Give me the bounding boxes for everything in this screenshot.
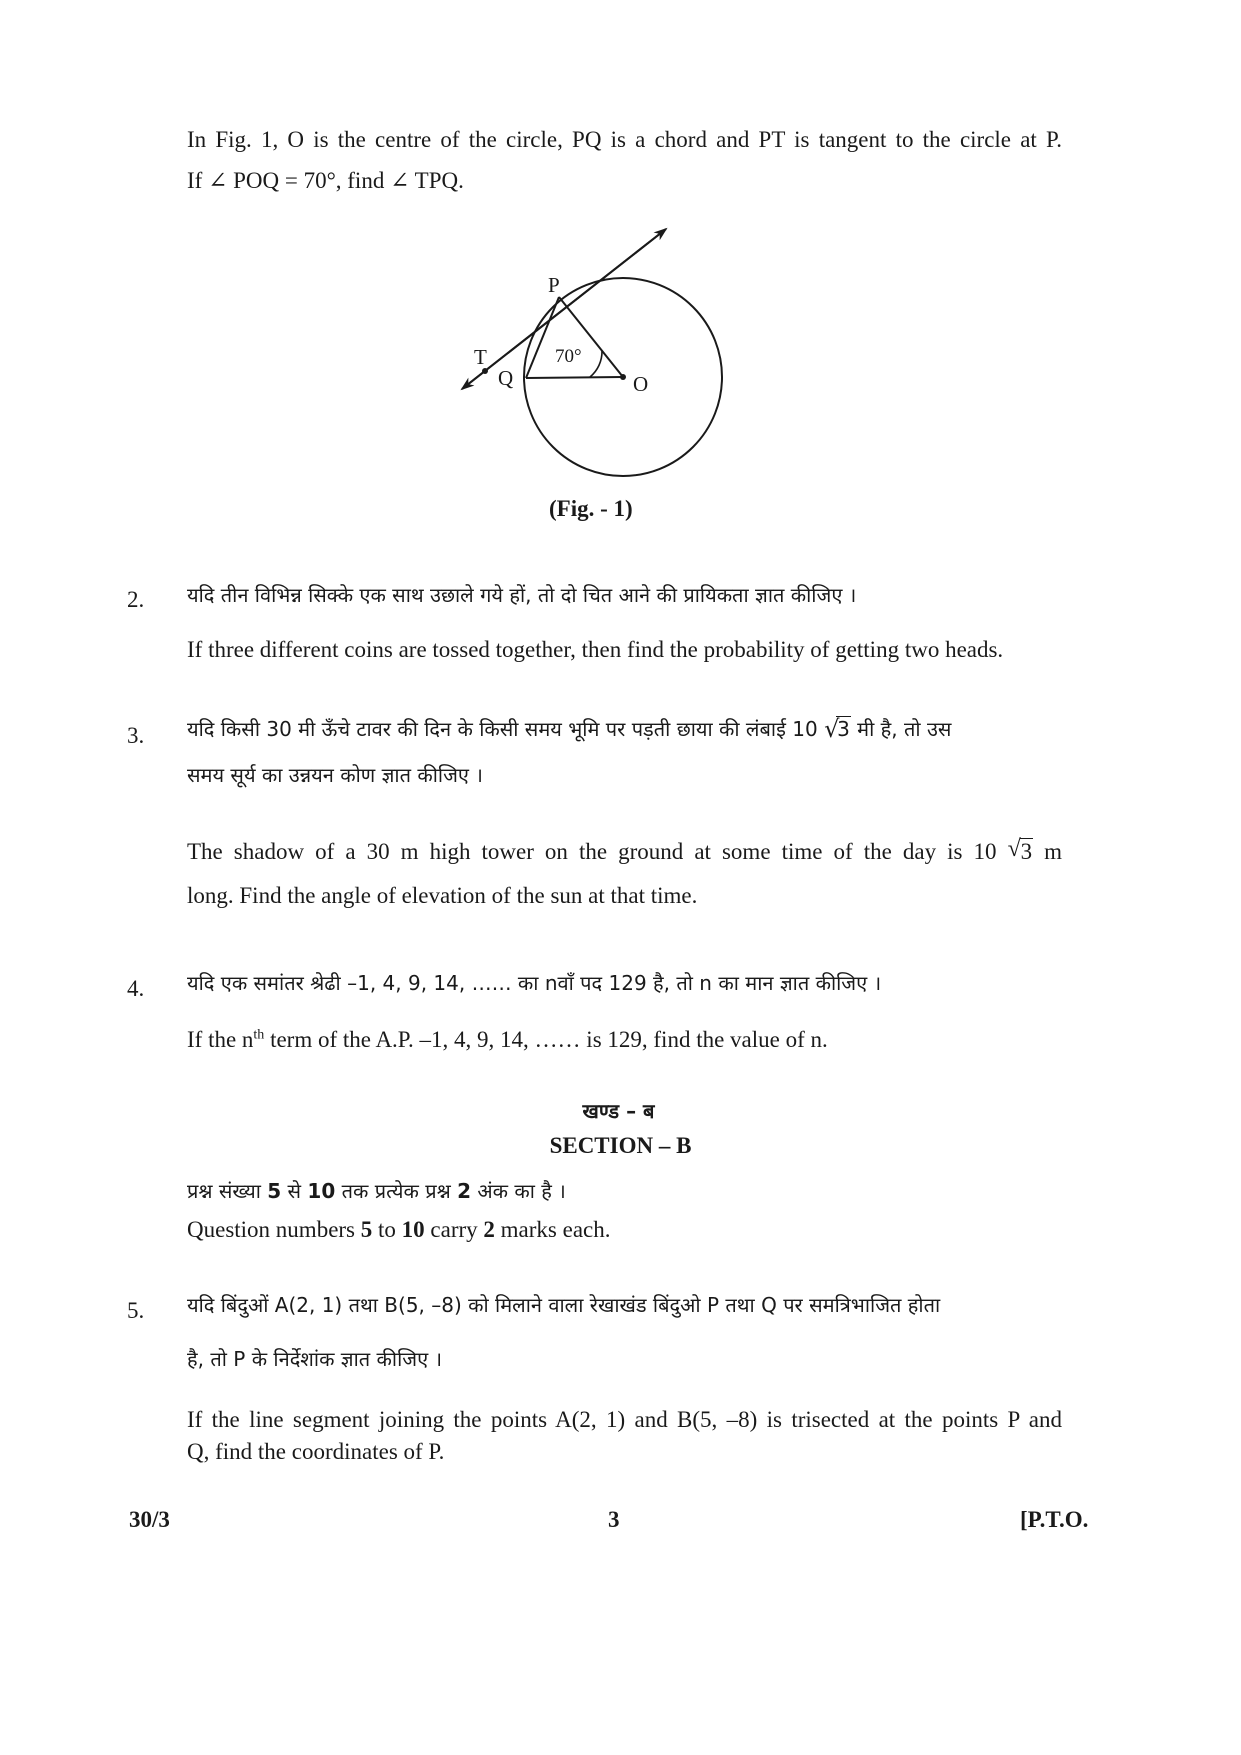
radical-sign: √	[824, 715, 840, 743]
q5-english-line2: Q, find the coordinates of P.	[187, 1439, 445, 1464]
section-hindi-note-5: 5	[267, 1179, 282, 1203]
q2-english: If three different coins are tossed together, then find the probability of getting two heads.	[187, 637, 1004, 662]
q5-hindi-line2: है, तो P के निर्देशांक ज्ञात कीजिए ।	[187, 1347, 443, 1371]
label-q: Q	[498, 366, 514, 390]
q3-hindi-line1	[187, 716, 951, 743]
q4-superscript: th	[253, 1027, 265, 1043]
section-hindi-note-d: अंक का है ।	[471, 1179, 566, 1203]
radicand-en: 3	[1020, 839, 1033, 864]
label-angle: 70°	[555, 346, 582, 367]
q4-english	[187, 1024, 828, 1055]
radicand: 3	[837, 717, 850, 741]
q1-text-line2: If ∠ POQ = 70°, find ∠ TPQ.	[187, 168, 464, 193]
q5-english-line1: If the line segment joining the points A(2, 1) and B(5, –8) is trisected at the points P and	[187, 1407, 1062, 1432]
q2-hindi: यदि तीन विभिन्न सिक्के एक साथ उछाले गये हों, तो दो चित आने की प्रायिकता ज्ञात कीजिए ।	[187, 583, 857, 607]
q4-english-b: term of the A.P. –1, 4, 9, 14, …… is 129, find the value of n.	[264, 1027, 828, 1052]
angle-arc	[590, 351, 602, 377]
section-title: SECTION – B	[549, 1133, 692, 1158]
section-note-a: Question numbers	[187, 1217, 361, 1242]
q3-english-line1	[187, 836, 1062, 867]
page-number: 3	[608, 1507, 620, 1532]
q5-hindi-line1: यदि बिंदुओं A(2, 1) तथा B(5, –8) को मिलाने वाला रेखाखंड बिंदुओ P तथा Q पर समत्रिभाजित होता	[187, 1293, 941, 1317]
sqrt-expression-en	[1008, 836, 1034, 867]
section-note-5: 5	[360, 1217, 373, 1242]
section-hindi-note	[187, 1178, 566, 1205]
section-note-d: marks each.	[494, 1217, 611, 1242]
section-hindi-note-10: 10	[307, 1179, 336, 1203]
figure-caption: (Fig. - 1)	[549, 496, 633, 521]
q2-number: 2.	[127, 587, 145, 612]
q3-hindi-text-b: मी है, तो उस	[857, 717, 952, 741]
section-hindi-title	[0, 1098, 1241, 1125]
paper-code: 30/3	[129, 1507, 170, 1532]
q5-number: 5.	[127, 1298, 145, 1323]
section-note-10: 10	[401, 1217, 425, 1242]
q3-number: 3.	[127, 723, 145, 748]
section-hindi-note-c: तक प्रत्येक प्रश्न	[335, 1179, 458, 1203]
label-t: T	[474, 345, 487, 369]
q4-number: 4.	[127, 976, 145, 1001]
centre-point	[620, 374, 626, 380]
label-p: P	[548, 273, 560, 297]
section-hindi-title-text: खण्ड – ब	[582, 1099, 655, 1123]
q4-hindi: यदि एक समांतर श्रेढी –1, 4, 9, 14, …… का nवाँ पद 129 है, तो n का मान ज्ञात कीजिए ।	[187, 971, 882, 995]
label-o: O	[633, 372, 649, 396]
q3-english-text-b: m	[1044, 839, 1063, 864]
sqrt-expression	[824, 716, 851, 743]
radical-sign-en: √	[1007, 836, 1021, 862]
q3-english-text-a: The shadow of a 30 m high tower on the ground at some time of the day is 10	[187, 839, 997, 864]
section-hindi-note-a: प्रश्न संख्या	[187, 1179, 268, 1203]
radius-qo	[526, 377, 623, 378]
section-note-c: carry	[424, 1217, 484, 1242]
circle-tangent-figure	[450, 200, 750, 530]
section-hindi-note-b: से	[281, 1179, 308, 1203]
q3-hindi-text-a: यदि किसी 30 मी ऊँचे टावर की दिन के किसी समय भूमि पर पड़ती छाया की लंबाई 10	[187, 717, 818, 741]
section-note-2: 2	[483, 1217, 495, 1242]
pto-mark: [P.T.O.	[1020, 1507, 1089, 1532]
section-note	[187, 1214, 611, 1245]
q1-text-line1: In Fig. 1, O is the centre of the circle, PQ is a chord and PT is tangent to the circle at P.	[187, 127, 1062, 152]
section-hindi-note-2: 2	[457, 1179, 472, 1203]
q3-hindi-line2: समय सूर्य का उन्नयन कोण ज्ञात कीजिए ।	[187, 763, 483, 787]
section-note-b: to	[372, 1217, 402, 1242]
q4-english-a: If the n	[187, 1027, 254, 1052]
q3-english-line2: long. Find the angle of elevation of the sun at that time.	[187, 883, 698, 908]
